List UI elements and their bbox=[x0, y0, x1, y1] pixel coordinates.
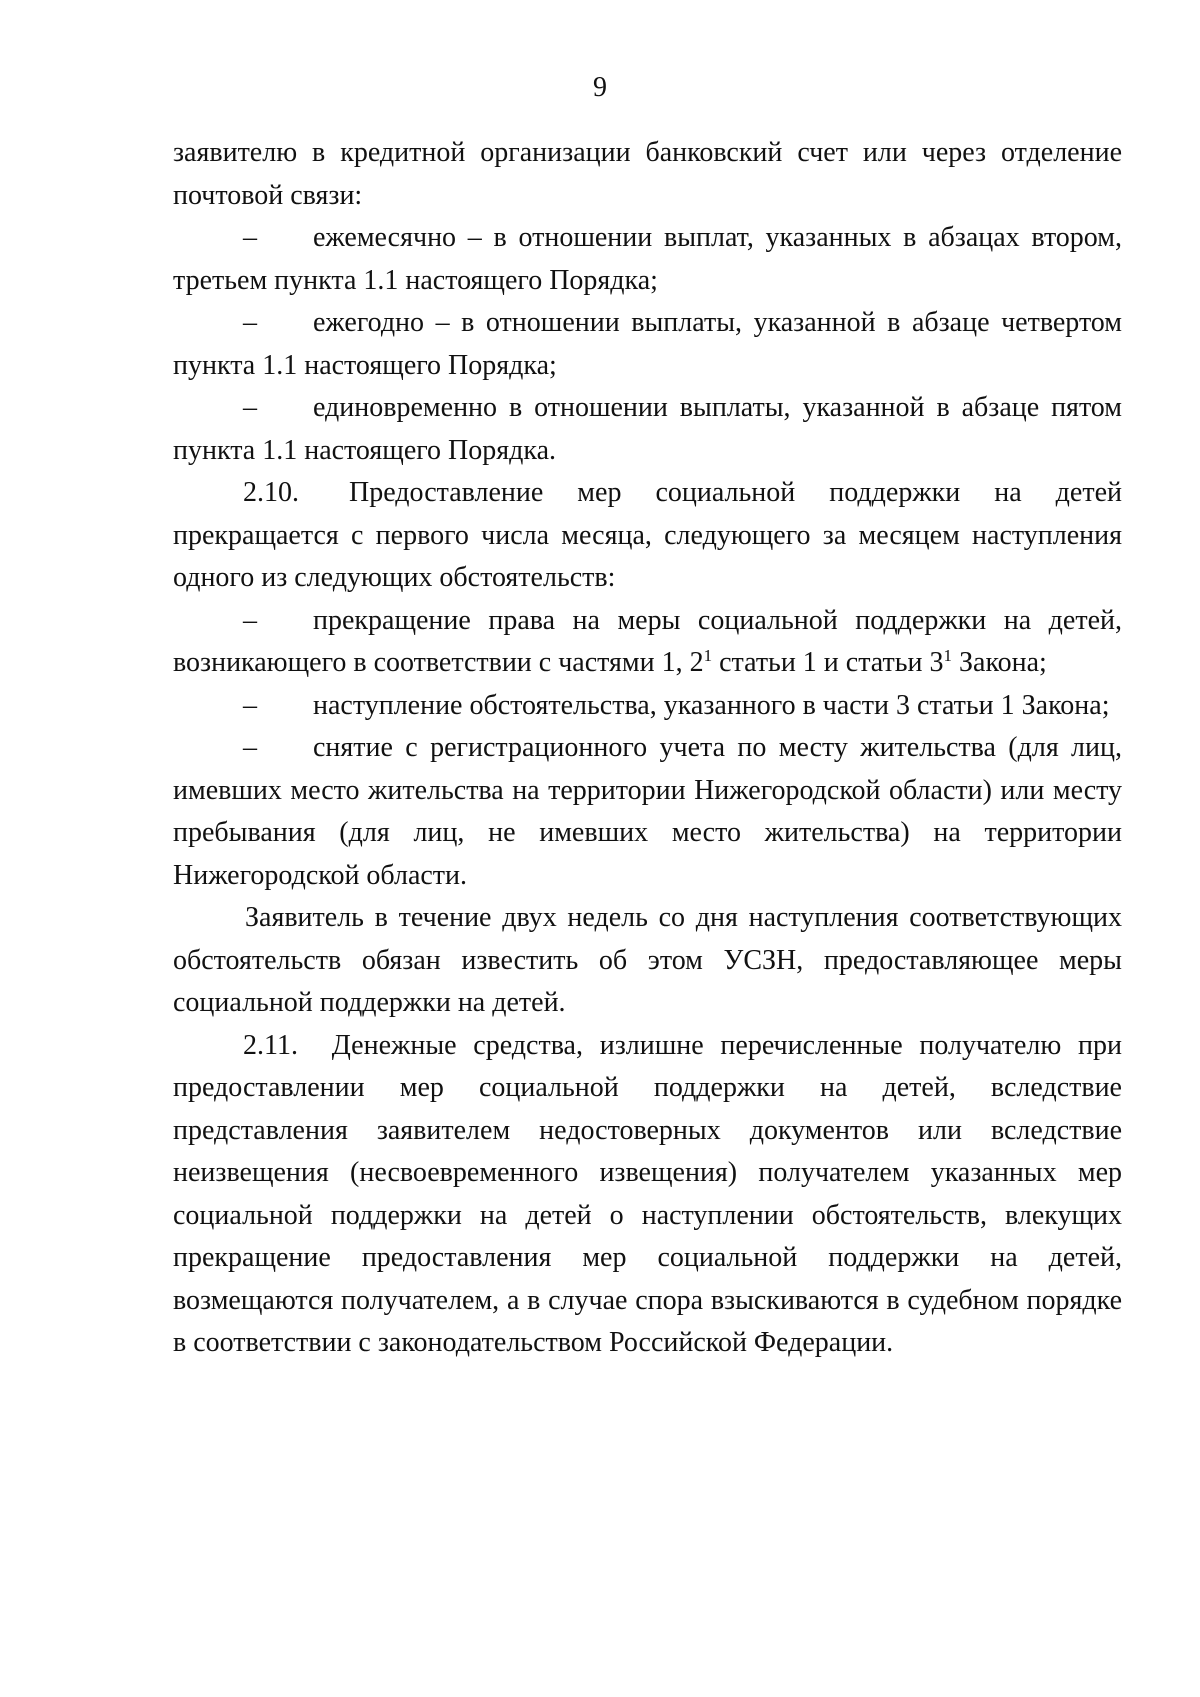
list-item-text: Закона; bbox=[952, 647, 1047, 678]
clause-number: 2.10. bbox=[243, 477, 299, 508]
dash-marker: – bbox=[243, 604, 257, 636]
dash-marker: – bbox=[243, 307, 257, 338]
clause-text: Денежные средства, излишне перечисленные получателю при предоставлении мер социальной поддержки на детей, вследствие представления заявителем недостоверных документов или вследствие неизвещения (несвоевременного извещения) получателем указанных мер социальной поддержки на детей о наступлении обстоятельств, влекущих прекращение предоставления мер социальной поддержки на детей, возмещаются получателем, а в случае спора взыскиваются в судебном порядке в соответствии с законодательством Российской Федерации. bbox=[173, 1029, 1122, 1358]
paragraph-intro: заявителю в кредитной организации банковский счет или через отделение почтовой связи: bbox=[173, 137, 1122, 211]
list-item-once bbox=[173, 387, 1122, 472]
list-item-monthly bbox=[173, 217, 1122, 302]
dash-marker: – bbox=[243, 222, 257, 253]
list-item-text: снятие с регистрационного учета по месту жительства (для лиц, имевших место жительства на территории Нижегородской области) или месту пребывания (для лиц, не имевших место жительства) на территории Нижегородской области. bbox=[173, 732, 1122, 891]
list-item-text: единовременно в отношении выплаты, указанной в абзаце пятом пункта 1.1 настоящего Порядка. bbox=[173, 392, 1122, 466]
clause-2-11 bbox=[173, 1025, 1122, 1365]
page-number: 9 bbox=[593, 72, 607, 103]
dash-marker: – bbox=[243, 392, 257, 423]
list-item-text: ежемесячно – в отношении выплат, указанных в абзацах втором, третьем пункта 1.1 настоящего Порядка; bbox=[173, 222, 1122, 296]
dash-marker: – bbox=[243, 689, 257, 721]
list-item-yearly bbox=[173, 302, 1122, 387]
clause-number: 2.11. bbox=[243, 1029, 298, 1061]
list-item-termination-right bbox=[173, 600, 1122, 685]
list-item-text: ежегодно – в отношении выплаты, указанной в абзаце четвертом пункта 1.1 настоящего Порядка; bbox=[173, 307, 1122, 381]
list-item-deregistration bbox=[173, 727, 1122, 897]
document-body bbox=[173, 132, 1122, 1365]
list-item-event bbox=[173, 685, 1122, 728]
list-item-text: прекращение права на меры социальной поддержки на детей, возникающего в соответствии с частями 1, 2 bbox=[173, 604, 1122, 678]
clause-text: Предоставление мер социальной поддержки на детей прекращается с первого числа месяца, следующего за месяцем наступления одного из следующих обстоятельств: bbox=[173, 477, 1122, 593]
dash-marker: – bbox=[243, 732, 257, 763]
paragraph-notification: Заявитель в течение двух недель со дня наступления соответствующих обстоятельств обязан известить об этом УСЗН, предоставляющее меры социальной поддержки на детей. bbox=[173, 902, 1122, 1018]
list-item-text: статьи 1 и статьи 3 bbox=[712, 647, 944, 678]
superscript: 1 bbox=[703, 646, 713, 665]
list-item-text: наступление обстоятельства, указанного в части 3 статьи 1 Закона; bbox=[313, 689, 1110, 721]
clause-2-10 bbox=[173, 472, 1122, 600]
superscript: 1 bbox=[943, 646, 952, 665]
